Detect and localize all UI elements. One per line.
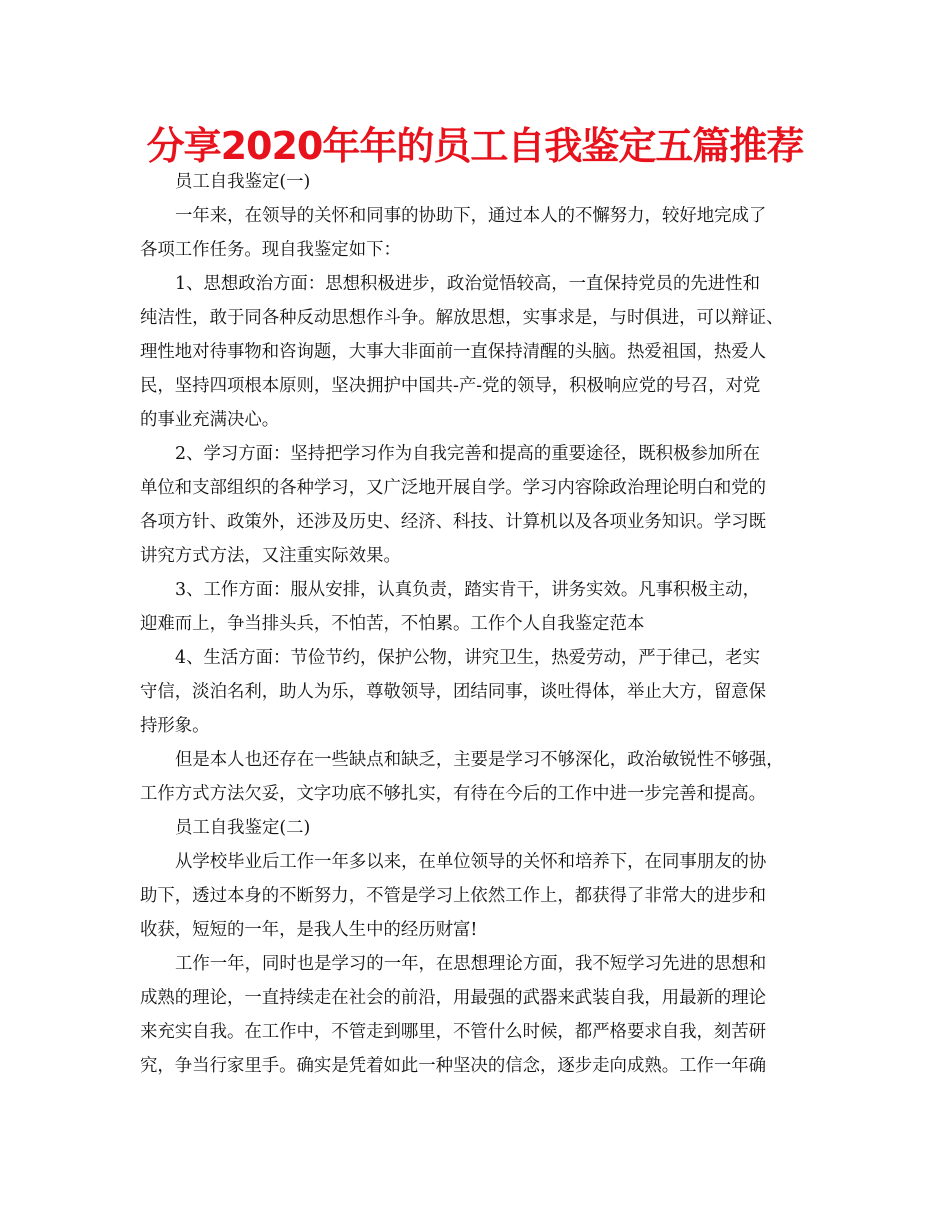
text-line: 民，坚持四项根本原则，坚决拥护中国共-产-党的领导，积极响应党的号召，对党 [140,376,761,396]
text-line: 员工自我鉴定(一) [175,172,311,192]
text-line: 来充实自我。在工作中，不管走到哪里，不管什么时候，都严格要求自我，刻苦研 [140,1022,767,1042]
text-line: 收获，短短的一年，是我人生中的经历财富! [140,920,478,940]
text-line: 助下，透过本身的不断努力，不管是学习上依然工作上，都获得了非常大的进步和 [140,886,767,906]
text-line: 一年来，在领导的关怀和同事的协助下，通过本人的不懈努力，较好地完成了 [175,206,767,226]
text-line: 各项方针、政策外，还涉及历史、经济、科技、计算机以及各项业务知识。学习既 [140,512,767,532]
text-line: 1、思想政治方面：思想积极进步，政治觉悟较高，一直保持党员的先进性和 [175,274,760,294]
text-line: 各项工作任务。现自我鉴定如下： [140,240,401,260]
text-line: 讲究方式方法，又注重实际效果。 [140,546,401,566]
document-title: 分享2020年年的员工自我鉴定五篇推荐 [146,124,804,168]
text-line: 工作一年，同时也是学习的一年，在思想理论方面，我不短学习先进的思想和 [175,954,767,974]
text-line: 究，争当行家里手。确实是凭着如此一种坚决的信念，逐步走向成熟。工作一年确 [140,1056,767,1076]
text-line: 工作方式方法欠妥，文字功底不够扎实，有待在今后的工作中进一步完善和提高。 [140,784,767,804]
text-line: 迎难而上，争当排头兵，不怕苦，不怕累。工作个人自我鉴定范本 [140,614,645,634]
text-line: 2、学习方面：坚持把学习作为自我完善和提高的重要途径，既积极参加所在 [175,444,760,464]
text-line: 理性地对待事物和咨询题，大事大非面前一直保持清醒的头脑。热爱祖国，热爱人 [140,342,767,362]
text-line: 守信，淡泊名利，助人为乐，尊敬领导，团结同事，谈吐得体，举止大方，留意保 [140,682,767,702]
text-line: 但是本人也还存在一些缺点和缺乏，主要是学习不够深化，政治敏锐性不够强， [175,750,784,770]
text-line: 成熟的理论，一直持续走在社会的前沿，用最强的武器来武装自我，用最新的理论 [140,988,767,1008]
text-line: 3、工作方面：服从安排，认真负责，踏实肯干，讲务实效。凡事积极主动， [175,580,760,600]
text-line: 从学校毕业后工作一年多以来，在单位领导的关怀和培养下，在同事朋友的协 [175,852,767,872]
text-line: 纯洁性，敢于同各种反动思想作斗争。解放思想，实事求是，与时俱进，可以辩证、 [140,308,784,328]
text-line: 4、生活方面：节俭节约，保护公物，讲究卫生，热爱劳动，严于律己，老实 [175,648,760,668]
text-line: 的事业充满决心。 [140,410,280,430]
text-line: 单位和支部组织的各种学习，又广泛地开展自学。学习内容除政治理论明白和党的 [140,478,767,498]
document-body [140,165,820,1083]
text-line: 员工自我鉴定(二) [175,818,311,838]
text-line: 持形象。 [140,716,210,736]
